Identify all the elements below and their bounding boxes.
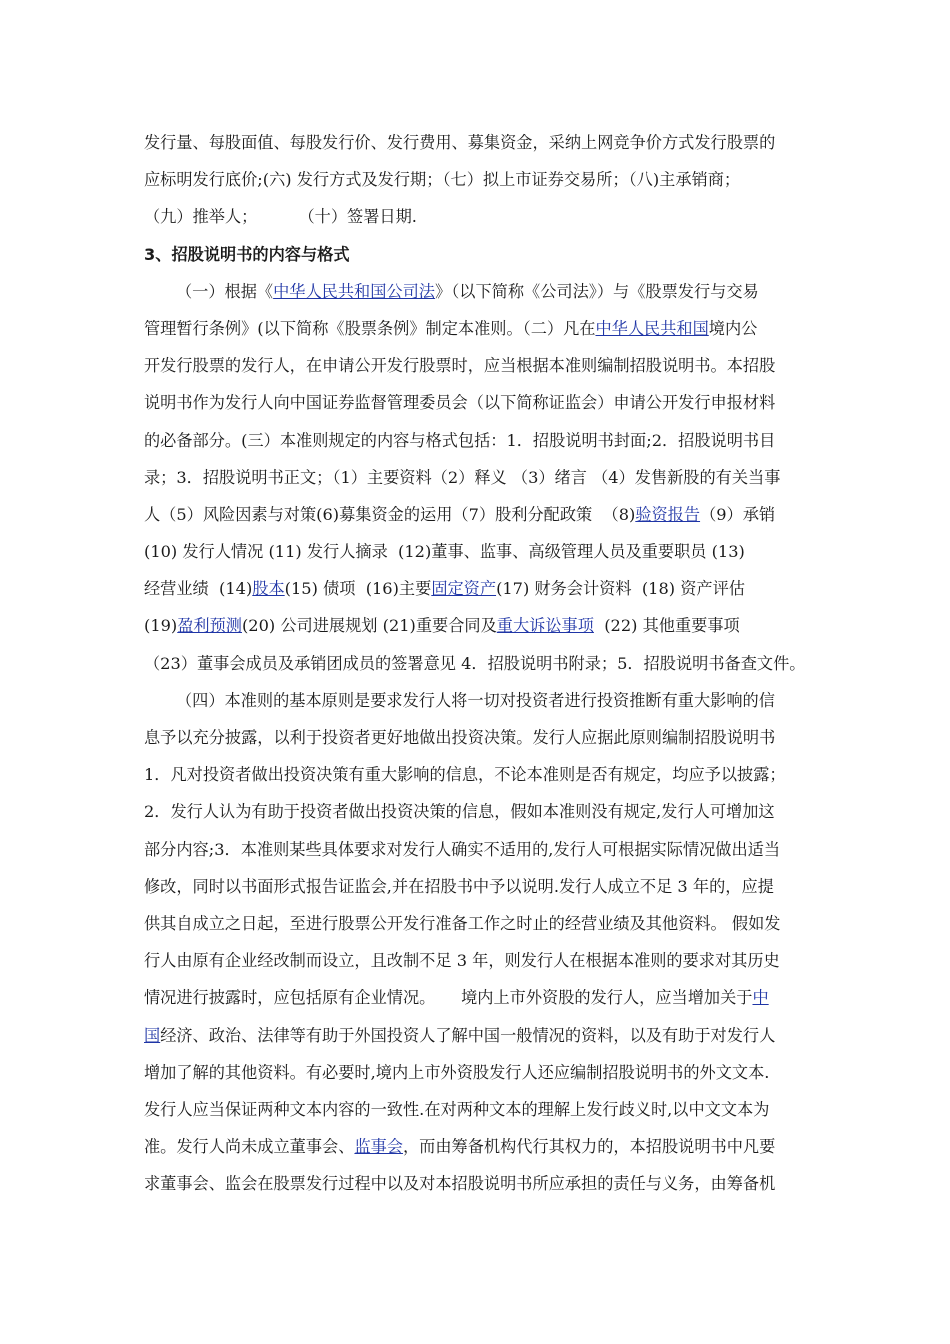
text-segment: 准。发行人尚未成立董事会、 xyxy=(144,1137,355,1157)
text-segment: 录；3．招股说明书正文；（1）主要资料（2）释义 （3）绪言 （4）发售新股的有关当事 xyxy=(144,467,781,487)
text-segment: 增加了解的其他资料。有必要时,境内上市外资股发行人还应编制招股说明书的外文文本. xyxy=(144,1062,770,1082)
text-segment: 》（以下简称《公司法》）与《股票发行与交易 xyxy=(435,281,759,301)
text-line xyxy=(144,459,816,496)
text-segment: 经济、政治、法律等有助于外国投资人了解中国一般情况的资料，以及有助于对发行人 xyxy=(160,1025,776,1045)
hyperlink[interactable]: 重大诉讼事项 xyxy=(496,616,594,636)
text-line xyxy=(144,868,816,905)
text-segment: （九）推举人； （十）签署日期. xyxy=(144,207,417,227)
hyperlink[interactable]: 固定资产 xyxy=(431,579,497,599)
text-line xyxy=(144,1165,816,1202)
text-segment: 部分内容;3．本准则某些具体要求对发行人确实不适用的,发行人可根据实际情况做出适当 xyxy=(144,839,781,859)
text-segment: (20) 公司进展规划 (21)重要合同及 xyxy=(241,616,497,636)
text-line xyxy=(144,682,816,719)
hyperlink[interactable]: 中华人民共和国 xyxy=(595,318,709,338)
text-segment: (22) 其他重要事项 xyxy=(593,616,740,636)
text-line xyxy=(144,607,816,644)
text-line xyxy=(144,793,816,830)
text-line xyxy=(144,1017,816,1054)
text-segment: 发行人应当保证两种文本内容的一致性.在对两种文本的理解上发行歧义时,以中文文本为 xyxy=(144,1099,770,1119)
text-segment: 经营业绩 (14) xyxy=(144,579,253,599)
text-segment: (19) xyxy=(144,616,178,636)
text-line xyxy=(144,570,816,607)
text-segment: 3、招股说明书的内容与格式 xyxy=(144,244,350,264)
text-segment: (15) 债项 (16)主要 xyxy=(284,579,432,599)
text-segment: ，而由筹备机构代行其权力的，本招股说明书中凡要 xyxy=(403,1137,776,1157)
text-line xyxy=(144,496,816,533)
text-line xyxy=(144,905,816,942)
hyperlink[interactable]: 中华人民共和国公司法 xyxy=(273,281,435,301)
text-line xyxy=(144,1054,816,1091)
text-line xyxy=(144,161,816,198)
text-line xyxy=(144,273,816,310)
text-segment: 境内公 xyxy=(708,318,758,338)
document-body xyxy=(144,124,816,1202)
text-segment: （9）承销 xyxy=(700,504,776,524)
text-segment: 2．发行人认为有助于投资者做出投资决策的信息，假如本准则没有规定,发行人可增加这 xyxy=(144,802,775,822)
section-heading xyxy=(144,236,816,273)
text-segment: 情况进行披露时，应包括原有企业情况。 境内上市外资股的发行人，应当增加关于 xyxy=(144,988,753,1008)
text-line xyxy=(144,719,816,756)
text-line xyxy=(144,347,816,384)
text-segment: 开发行股票的发行人，在申请公开发行股票时，应当根据本准则编制招股说明书。本招股 xyxy=(144,356,776,376)
hyperlink[interactable]: 中 xyxy=(752,988,769,1008)
text-segment: 1．凡对投资者做出投资决策有重大影响的信息，不论本准则是否有规定，均应予以披露； xyxy=(144,765,786,785)
text-line xyxy=(144,198,816,235)
text-segment: 人（5）风险因素与对策(6)募集资金的运用（7）股利分配政策 （8) xyxy=(144,504,636,524)
text-line xyxy=(144,310,816,347)
text-line xyxy=(144,1128,816,1165)
text-segment: 求董事会、监会在股票发行过程中以及对本招股说明书所应承担的责任与义务，由筹备机 xyxy=(144,1174,776,1194)
hyperlink[interactable]: 盈利预测 xyxy=(177,616,242,636)
text-segment: 说明书作为发行人向中国证券监督管理委员会（以下简称证监会）申请公开发行申报材料 xyxy=(144,393,776,413)
text-segment: 发行量、每股面值、每股发行价、发行费用、募集资金，采纳上网竞争价方式发行股票的 xyxy=(144,133,776,152)
text-segment: 修改，同时以书面形式报告证监会,并在招股书中予以说明.发行人成立不足 3 年的，应提 xyxy=(144,876,774,896)
text-segment: 供其自成立之日起，至进行股票公开发行准备工作之时止的经营业绩及其他资料。 假如发 xyxy=(144,913,781,933)
hyperlink[interactable]: 监事会 xyxy=(354,1137,403,1157)
hyperlink[interactable]: 国 xyxy=(144,1025,161,1045)
text-segment: 应标明发行底价;(六) 发行方式及发行期；（七）拟上市证券交易所；（八)主承销商； xyxy=(144,170,741,190)
text-segment: 管理暂行条例》(以下简称《股票条例》制定本准则。（二）凡在 xyxy=(144,318,596,338)
text-segment: （一）根据《 xyxy=(176,281,274,301)
text-segment: 息予以充分披露，以利于投资者更好地做出投资决策。发行人应据此原则编制招股说明书 xyxy=(144,728,776,747)
hyperlink[interactable]: 股本 xyxy=(252,579,285,599)
text-line xyxy=(144,645,816,682)
text-line xyxy=(144,533,816,570)
text-line xyxy=(144,831,816,868)
text-line xyxy=(144,942,816,979)
text-segment: (10) 发行人情况 (11) 发行人摘录 (12)董事、监事、高级管理人员及重要职员 (13) xyxy=(144,542,745,562)
text-segment: (17) 财务会计资料 (18) 资产评估 xyxy=(496,579,745,599)
text-line xyxy=(144,979,816,1016)
text-line xyxy=(144,756,816,793)
hyperlink[interactable]: 验资报告 xyxy=(635,504,701,524)
text-line xyxy=(144,124,816,161)
text-line xyxy=(144,384,816,421)
text-segment: （四）本准则的基本原则是要求发行人将一切对投资者进行投资推断有重大影响的信 xyxy=(176,690,775,710)
text-line xyxy=(144,1091,816,1128)
text-segment: 的必备部分。(三）本准则规定的内容与格式包括：1．招股说明书封面;2．招股说明书目 xyxy=(144,430,776,450)
text-line xyxy=(144,422,816,459)
text-segment: （23）董事会成员及承销团成员的签署意见 4．招股说明书附录；5．招股说明书备查文件。 xyxy=(144,653,806,673)
text-segment: 行人由原有企业经改制而设立，且改制不足 3 年，则发行人在根据本准则的要求对其历史 xyxy=(144,951,780,971)
